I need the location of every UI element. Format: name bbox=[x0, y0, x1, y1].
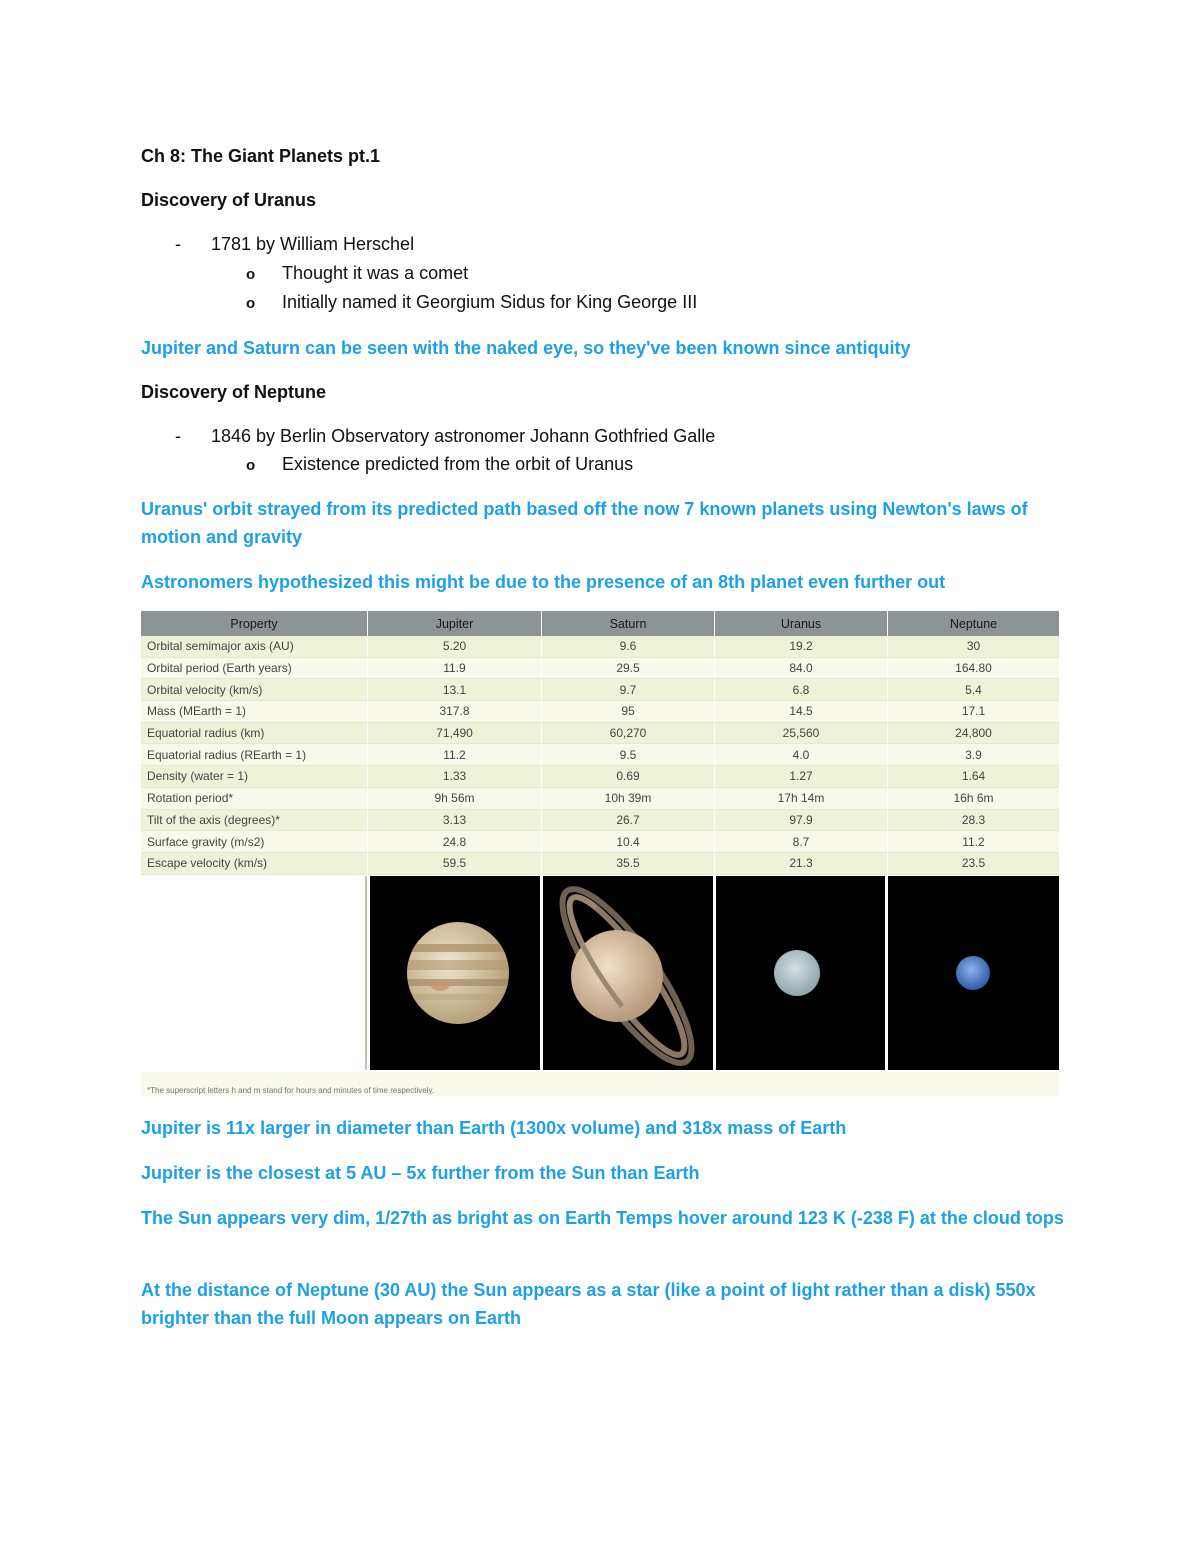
value-cell: 9.6 bbox=[541, 636, 714, 658]
value-cell: 9.7 bbox=[541, 679, 714, 701]
table-row bbox=[141, 679, 1059, 701]
value-cell: 21.3 bbox=[714, 853, 887, 875]
note-jupiter-distance: Jupiter is the closest at 5 AU – 5x further from the Sun than Earth bbox=[141, 1163, 700, 1183]
value-cell: 97.9 bbox=[714, 810, 887, 832]
dash-bullet: - bbox=[175, 426, 181, 446]
note-neptune-sun: At the distance of Neptune (30 AU) the Sun appears as a star (like a point of light rather than a disk) 550x brighter than the full Moon appears on Earth bbox=[141, 1280, 1036, 1328]
neptune-sub1: Existence predicted from the orbit of Uranus bbox=[282, 454, 634, 474]
value-cell: 9.5 bbox=[541, 744, 714, 766]
value-cell: 10h 39m bbox=[541, 788, 714, 810]
note-orbit: Uranus' orbit strayed from its predicted path based off the now 7 known planets using Newton's laws of motion and gravity bbox=[141, 499, 1028, 547]
table-row bbox=[141, 744, 1059, 766]
value-cell: 30 bbox=[887, 636, 1059, 658]
neptune-heading: Discovery of Neptune bbox=[141, 382, 327, 402]
property-cell: Equatorial radius (km) bbox=[141, 723, 367, 745]
uranus-heading: Discovery of Uranus bbox=[141, 190, 317, 210]
table-footnote bbox=[141, 1072, 1059, 1096]
header-cell: Jupiter bbox=[367, 611, 541, 636]
value-cell: 19.2 bbox=[714, 636, 887, 658]
value-cell: 9h 56m bbox=[367, 788, 541, 810]
value-cell: 17.1 bbox=[887, 701, 1059, 723]
value-cell: 16h 6m bbox=[887, 788, 1059, 810]
table-header-row bbox=[141, 611, 1059, 636]
neptune-image bbox=[888, 876, 1059, 1070]
circle-bullet: o bbox=[246, 266, 256, 283]
page-title: Ch 8: The Giant Planets pt.1 bbox=[141, 146, 381, 166]
value-cell: 3.9 bbox=[887, 744, 1059, 766]
value-cell: 24.8 bbox=[367, 831, 541, 853]
note-sun-dim: The Sun appears very dim, 1/27th as bright as on Earth Temps hover around 123 K (-238 F) at the cloud tops bbox=[141, 1208, 1064, 1228]
value-cell: 13.1 bbox=[367, 679, 541, 701]
table-row bbox=[141, 853, 1059, 875]
table-row bbox=[141, 766, 1059, 788]
value-cell: 59.5 bbox=[367, 853, 541, 875]
header-cell: Property bbox=[230, 616, 278, 631]
value-cell: 4.0 bbox=[714, 744, 887, 766]
table-row bbox=[141, 658, 1059, 680]
header-cell: Uranus bbox=[714, 611, 887, 636]
value-cell: 84.0 bbox=[714, 658, 887, 680]
value-cell: 71,490 bbox=[367, 723, 541, 745]
uranus-bullet: 1781 by William Herschel bbox=[211, 234, 415, 254]
circle-bullet: o bbox=[246, 457, 256, 474]
header-cell: Saturn bbox=[541, 611, 714, 636]
table-row bbox=[141, 810, 1059, 832]
table-row bbox=[141, 701, 1059, 723]
property-cell: Escape velocity (km/s) bbox=[141, 853, 367, 875]
property-cell: Orbital period (Earth years) bbox=[141, 658, 367, 680]
value-cell: 29.5 bbox=[541, 658, 714, 680]
value-cell: 10.4 bbox=[541, 831, 714, 853]
value-cell: 8.7 bbox=[714, 831, 887, 853]
note-jupiter-size: Jupiter is 11x larger in diameter than Earth (1300x volume) and 318x mass of Earth bbox=[141, 1118, 847, 1138]
value-cell: 1.27 bbox=[714, 766, 887, 788]
property-cell: Density (water = 1) bbox=[141, 766, 367, 788]
uranus-image bbox=[716, 876, 886, 1070]
table-row bbox=[141, 788, 1059, 810]
value-cell: 14.5 bbox=[714, 701, 887, 723]
planet-image-row bbox=[141, 876, 1059, 1070]
value-cell: 317.8 bbox=[367, 701, 541, 723]
table-body bbox=[141, 636, 1059, 875]
planet-property-table bbox=[141, 611, 1059, 875]
property-cell: Surface gravity (m/s2) bbox=[141, 831, 367, 853]
property-cell: Mass (MEarth = 1) bbox=[141, 701, 367, 723]
value-cell: 5.20 bbox=[367, 636, 541, 658]
value-cell: 1.33 bbox=[367, 766, 541, 788]
value-cell: 5.4 bbox=[887, 679, 1059, 701]
neptune-bullet: 1846 by Berlin Observatory astronomer Johann Gothfried Galle bbox=[211, 426, 716, 446]
jupiter-image bbox=[370, 876, 541, 1070]
value-cell: 11.2 bbox=[367, 744, 541, 766]
table-row bbox=[141, 831, 1059, 853]
uranus-sub2: Initially named it Georgium Sidus for King George III bbox=[282, 292, 698, 312]
property-cell: Tilt of the axis (degrees)* bbox=[141, 810, 367, 832]
value-cell: 11.9 bbox=[367, 658, 541, 680]
property-cell: Equatorial radius (REarth = 1) bbox=[141, 744, 367, 766]
value-cell: 6.8 bbox=[714, 679, 887, 701]
value-cell: 60,270 bbox=[541, 723, 714, 745]
value-cell: 0.69 bbox=[541, 766, 714, 788]
footnote-text: *The superscript letters h and m stand for hours and minutes of time respectively. bbox=[147, 1086, 435, 1095]
value-cell: 23.5 bbox=[887, 853, 1059, 875]
header-cell: Neptune bbox=[887, 611, 1059, 636]
value-cell: 3.13 bbox=[367, 810, 541, 832]
dash-bullet: - bbox=[175, 234, 181, 254]
image-row-spacer bbox=[141, 876, 367, 1070]
property-cell: Orbital semimajor axis (AU) bbox=[141, 636, 367, 658]
value-cell: 28.3 bbox=[887, 810, 1059, 832]
note-antiquity: Jupiter and Saturn can be seen with the naked eye, so they've been known since antiquity bbox=[141, 338, 911, 358]
value-cell: 24,800 bbox=[887, 723, 1059, 745]
value-cell: 25,560 bbox=[714, 723, 887, 745]
property-cell: Rotation period* bbox=[141, 788, 367, 810]
uranus-sub1: Thought it was a comet bbox=[282, 263, 469, 283]
value-cell: 1.64 bbox=[887, 766, 1059, 788]
value-cell: 26.7 bbox=[541, 810, 714, 832]
table-row bbox=[141, 636, 1059, 658]
table-row bbox=[141, 723, 1059, 745]
value-cell: 11.2 bbox=[887, 831, 1059, 853]
value-cell: 164.80 bbox=[887, 658, 1059, 680]
property-cell: Orbital velocity (km/s) bbox=[141, 679, 367, 701]
value-cell: 35.5 bbox=[541, 853, 714, 875]
circle-bullet: o bbox=[246, 295, 256, 312]
note-hypothesis: Astronomers hypothesized this might be due to the presence of an 8th planet even further out bbox=[141, 572, 946, 592]
value-cell: 95 bbox=[541, 701, 714, 723]
value-cell: 17h 14m bbox=[714, 788, 887, 810]
saturn-image bbox=[543, 876, 713, 1070]
